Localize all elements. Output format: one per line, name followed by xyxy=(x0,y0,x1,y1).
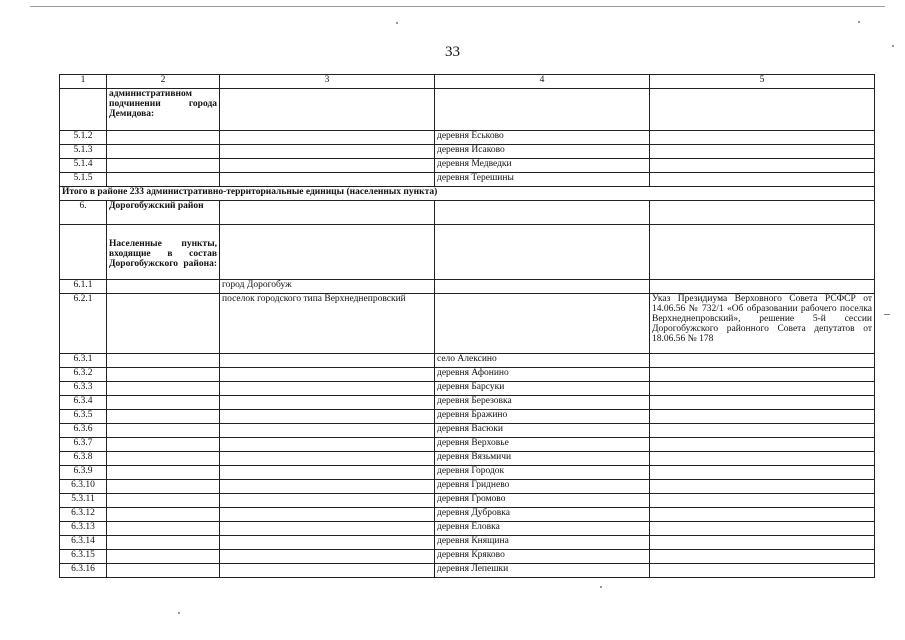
village-name: деревня Кряково xyxy=(435,550,650,564)
settlements-header: Населенные пункты, входящие в состав Дорогобужского района: xyxy=(107,225,220,280)
village-name: деревня Бражино xyxy=(435,410,650,424)
row-number: 5.1.3 xyxy=(60,145,107,159)
continued-row xyxy=(60,89,875,131)
village-name: деревня Медведки xyxy=(435,159,650,173)
urban-settlement-name: поселок городского типа Верхнеднепровский xyxy=(220,294,435,354)
table-row xyxy=(60,410,875,424)
row-number: 6.3.6 xyxy=(60,424,107,438)
district-number: 6. xyxy=(60,201,107,225)
table-row xyxy=(60,396,875,410)
table-row xyxy=(60,368,875,382)
row-number: 6.3.3 xyxy=(60,382,107,396)
row-number: 6.3.4 xyxy=(60,396,107,410)
village-name: деревня Васюки xyxy=(435,424,650,438)
village-name: деревня Городок xyxy=(435,466,650,480)
settlements-header-row xyxy=(60,225,875,280)
table-row xyxy=(60,159,875,173)
row-number: 6.3.10 xyxy=(60,480,107,494)
table-row xyxy=(60,438,875,452)
row-number: 6.3.12 xyxy=(60,508,107,522)
column-header-4: 4 xyxy=(435,75,650,89)
table-row xyxy=(60,550,875,564)
row-number: 6.3.13 xyxy=(60,522,107,536)
column-header-row xyxy=(60,75,875,89)
village-name: деревня Верховье xyxy=(435,438,650,452)
city-name: город Дорогобуж xyxy=(220,280,435,294)
city-row xyxy=(60,280,875,294)
row-number: 6.3.9 xyxy=(60,466,107,480)
village-name: село Алексино xyxy=(435,354,650,368)
table-row xyxy=(60,452,875,466)
column-header-2: 2 xyxy=(107,75,220,89)
column-header-1: 1 xyxy=(60,75,107,89)
table-row xyxy=(60,536,875,550)
row-number: 6.3.2 xyxy=(60,368,107,382)
row-number: 6.3.8 xyxy=(60,452,107,466)
table-row xyxy=(60,494,875,508)
village-name: деревня Дубровка xyxy=(435,508,650,522)
page-number: 33 xyxy=(445,44,460,60)
total-text: Итого в районе 233 административно-территориальные единицы (населенных пункта) xyxy=(60,187,875,201)
settlements-table xyxy=(59,74,875,578)
village-name: деревня Лепешки xyxy=(435,564,650,578)
scan-speck xyxy=(396,22,398,24)
row-number: 5.1.4 xyxy=(60,159,107,173)
table-row xyxy=(60,131,875,145)
village-name: деревня Громово xyxy=(435,494,650,508)
table-row xyxy=(60,466,875,480)
row-number: 6.3.7 xyxy=(60,438,107,452)
top-scan-rule xyxy=(30,6,885,7)
row-number: 5.1.5 xyxy=(60,173,107,187)
village-name: деревня Еловка xyxy=(435,522,650,536)
row-number: 6.3.5 xyxy=(60,410,107,424)
table-row xyxy=(60,522,875,536)
district-name: Дорогобужский район xyxy=(107,201,220,225)
table-row xyxy=(60,480,875,494)
table-row xyxy=(60,424,875,438)
village-name: деревня Гриднево xyxy=(435,480,650,494)
decree-text: Указ Президиума Верховного Совета РСФСР от 14.06.56 № 732/1 «Об образовании рабочего поселка Верхнеднепровский», решение 5-й сессии Дорогобужского районного Совета депутатов от 18.06.56 № 178 xyxy=(650,294,875,354)
village-name: деревня Барсуки xyxy=(435,382,650,396)
village-name: деревня Исаково xyxy=(435,145,650,159)
village-name: деревня Терешины xyxy=(435,173,650,187)
scan-speck xyxy=(884,314,890,315)
scan-speck xyxy=(178,612,180,614)
continued-name: административном подчинении города Демидова: xyxy=(107,89,220,131)
table-row xyxy=(60,145,875,159)
row-number: 5.1.2 xyxy=(60,131,107,145)
row-number: 6.3.14 xyxy=(60,536,107,550)
scan-speck xyxy=(892,45,894,47)
village-name: деревня Афонино xyxy=(435,368,650,382)
row-number: 6.1.1 xyxy=(60,280,107,294)
village-name: деревня Вязьмичи xyxy=(435,452,650,466)
table-row xyxy=(60,354,875,368)
urban-settlement-row xyxy=(60,294,875,354)
table-row xyxy=(60,382,875,396)
total-row xyxy=(60,187,875,201)
row-number: 6.3.15 xyxy=(60,550,107,564)
row-number: 6.3.16 xyxy=(60,564,107,578)
table-row xyxy=(60,564,875,578)
row-number: 6.2.1 xyxy=(60,294,107,354)
row-number: 5.3.11 xyxy=(60,494,107,508)
table-row xyxy=(60,508,875,522)
table-row xyxy=(60,173,875,187)
village-name: деревня Березовка xyxy=(435,396,650,410)
column-header-3: 3 xyxy=(220,75,435,89)
row-number: 6.3.1 xyxy=(60,354,107,368)
scan-speck xyxy=(600,586,602,588)
district-row xyxy=(60,201,875,225)
village-name: деревня Еськово xyxy=(435,131,650,145)
scan-speck xyxy=(858,21,860,23)
village-name: деревня Княщина xyxy=(435,536,650,550)
column-header-5: 5 xyxy=(650,75,875,89)
